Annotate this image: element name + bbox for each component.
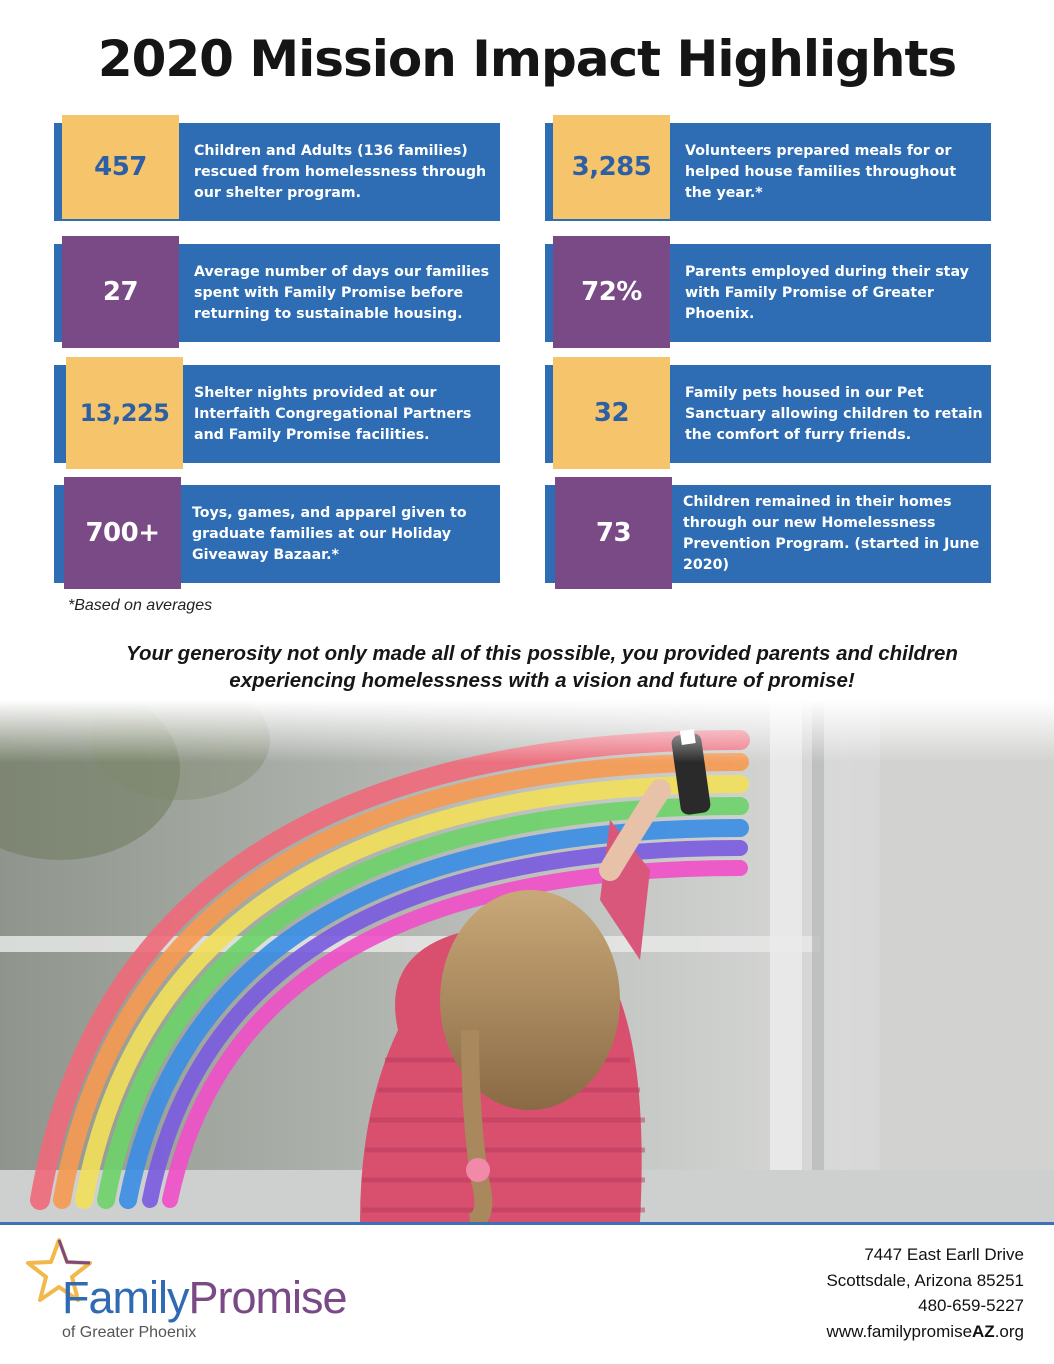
rainbow-photo [0,700,1054,1222]
footer-divider [0,1222,1054,1225]
stat-description: Toys, games, and apparel given to graduate families at our Holiday Giveaway Bazaar.* [192,504,467,563]
stat-value: 27 [62,236,179,348]
stat-card [54,123,500,243]
stat-value: 457 [62,115,179,219]
address-city: Scottsdale, Arizona 85251 [826,1270,1024,1290]
address-phone[interactable]: 480-659-5227 [918,1296,1024,1315]
website-link[interactable] [826,1319,1024,1345]
stat-value: 700+ [64,477,181,589]
stat-value: 72% [553,236,670,348]
stat-description: Children and Adults (136 families) rescued from homelessness through our shelter program. [194,142,487,201]
stat-value: 73 [555,477,672,589]
stat-description: Family pets housed in our Pet Sanctuary allowing children to retain the comfort of furry friends. [685,384,983,443]
stat-value: 32 [553,357,670,469]
logo-word-family: Family [62,1272,189,1323]
stat-card [545,365,991,485]
stat-description: Volunteers prepared meals for or helped house families throughout the year.* [685,142,957,201]
footnote: *Based on averages [68,597,213,614]
thank-you-message [60,640,1024,694]
stat-description: Parents employed during their stay with Family Promise of Greater Phoenix. [685,263,969,322]
stat-value: 13,225 [66,357,183,469]
website-prefix: www.familypromise [826,1321,973,1341]
website-suffix: .org [994,1321,1024,1341]
website-bold: AZ [972,1321,995,1341]
contact-address [826,1242,1024,1344]
stat-value: 3,285 [553,115,670,219]
thank-you-line-2: experiencing homelessness with a vision and future of promise! [229,669,855,692]
logo-wordmark [62,1272,347,1324]
stat-description: Children remained in their homes through our new Homelessness Prevention Program. (started in June 2020) [683,494,980,573]
stat-card [54,244,500,364]
stat-description: Average number of days our families spent with Family Promise before returning to sustainable housing. [194,263,490,322]
thank-you-line-1: Your generosity not only made all of this possible, you provided parents and children [126,642,958,665]
stat-card [545,123,991,243]
logo-word-promise: Promise [188,1272,347,1323]
stat-card [54,365,500,485]
logo-subtitle: of Greater Phoenix [62,1324,197,1341]
stat-card [54,485,500,605]
stat-card [545,485,991,605]
rainbow-photo-illustration [0,700,1054,1222]
stat-description: Shelter nights provided at our Interfaith Congregational Partners and Family Promise facilities. [194,384,472,443]
family-promise-logo[interactable] [24,1236,444,1348]
page-title: 2020 Mission Impact Highlights [97,30,957,88]
stat-card [545,244,991,364]
address-street: 7447 East Earll Drive [864,1245,1024,1264]
